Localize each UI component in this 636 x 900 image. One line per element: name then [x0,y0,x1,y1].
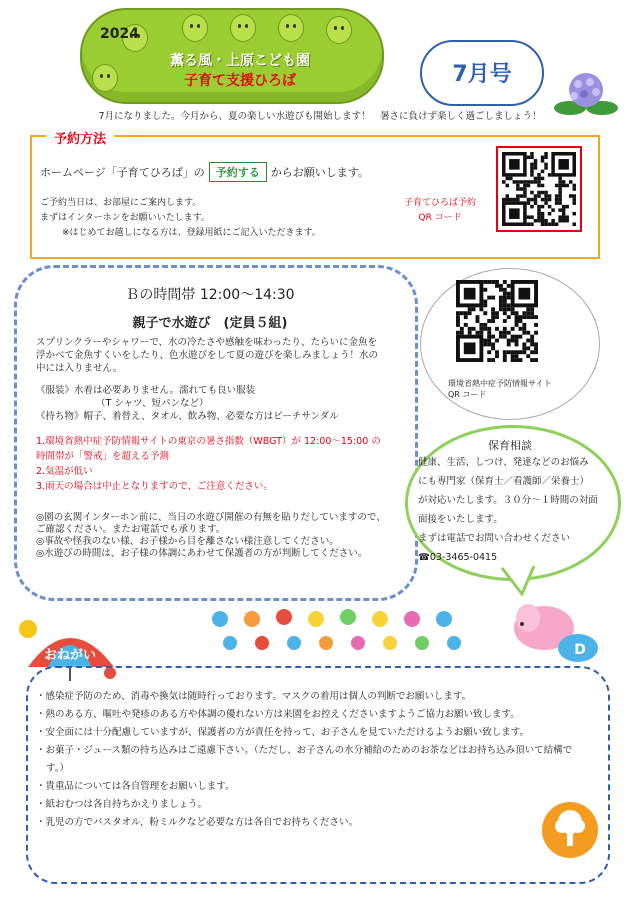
session-warnings [36,434,386,494]
pea-character-icon [278,14,304,42]
reservation-note-2: まずはインターホンをお願いいたします。 [40,213,210,223]
page-subtitle: 子育て支援ひろば [184,73,296,89]
consultation-title: 保育相談 [488,439,532,452]
pea-character-icon [92,64,118,92]
list-item: ・熱のある方、嘔吐や発疹のある方や体調の優れない方は来園をお控えくださいますようご協力お願い致します。 [36,709,520,720]
list-item: ・紙おむつは各自持ちかえりましょう。 [36,799,208,810]
pea-character-icon [326,16,352,44]
warning-item: 3.雨天の場合は中止となりますので、ご注意ください。 [36,481,273,492]
session-clothes-example: （T シャツ、短パンなど） [96,398,209,409]
reservation-note-1: ご予約当日は、お部屋にご案内します。 [40,198,202,208]
heat-qr-label-2: QR コード [448,390,487,399]
heat-qr-label-1: 環境省熱中症予防情報サイト [448,379,552,388]
session-note: ◎園の玄関インターホン前に、当日の水遊び開催の有無を貼りだしていますので、ご確認ください。またお電話でも承ります。 [36,512,386,535]
session-belongings [36,384,386,423]
session-notes [36,512,386,560]
consultation-text: 健康、生活、しつけ、発達などのお悩みにも専門家（保育士／看護師／栄養士）が対応いたします。３０分～１時間の対面面接をいたします。 [418,457,598,525]
pea-character-icon [182,14,208,42]
list-item: ・貴重品については各自管理をお願いします。 [36,781,235,792]
onegai-title: おねがい [43,648,97,663]
reservation-qr-frame [496,146,582,232]
heat-qr-label [448,378,598,400]
session-title: 親子で水遊び (定員５組) [132,316,288,331]
warning-item: 1.環境省熱中症予防情報サイトの東京の暑さ指数（WBGT）が 12:00～15:00 の時間帯が「警戒」を超える予測 [36,436,381,462]
consultation-body [418,453,598,567]
session-items: 《持ち物》帽子、着替え、タオル、飲み物、必要な方はビーチサンダル [36,411,339,422]
pea-character-icon [230,14,256,42]
requests-list [36,688,584,832]
bubble-tail-icon [500,566,540,596]
summer-toys-decoration [200,605,480,655]
list-item: ・乳児の方でバスタオル、粉ミルクなど必要な方は各自でお持ちください。 [36,817,359,828]
page-title: 薫る風・上原こども園 [170,53,310,69]
session-description: スプリンクラーやシャワーで、水の冷たさや感触を味わったり、たらいに金魚を浮かべて金魚すくいをしたり、色水遊びをして夏の遊びを楽しみましょう！水の中には入りません。 [36,337,379,374]
reservation-text-before: ホームページ「子育てひろば」の [40,166,205,179]
reservation-qr-label-1: 子育てひろば予約 [403,198,476,208]
session-time: Ｂの時間帯 12:00～14:30 [125,287,295,303]
heat-qr-code[interactable] [456,280,538,362]
list-item: ・お菓子・ジュース類の持ち込みはご遠慮下さい。（ただし、お子さんの水分補給のためのお茶などはお持ち込み頂いて結構です。） [36,745,573,774]
svg-text:D: D [574,642,586,658]
reservation-instruction [40,162,369,182]
reservation-title: 予約方法 [46,128,114,147]
school-logo-icon [540,800,600,860]
reservation-text-after: からお願いします。 [270,166,369,179]
consultation-contact: まずは電話でお問い合わせください [418,533,571,544]
consultation-phone[interactable]: ☎03-3465-0415 [418,552,498,563]
issue-label: 7月号 [452,62,512,87]
reservation-qr-label [395,196,485,226]
reservation-note-3: ※はじめてお越しになる方は、登録用紙にご記入いただきます。 [62,228,321,238]
list-item: ・感染症予防のため、消毒や換気は随時行っております。マスクの着用は個人の判断でお願いします。 [36,691,472,702]
elephant-icon [506,596,602,666]
session-clothes: 《服装》水着は必要ありません。濡れても良い服装 [36,385,256,396]
list-item: ・安全面には十分配慮していますが、保護者の方が責任を持って、お子さんを見ていただけるようお願い致します。 [36,727,530,738]
year-label: 2024 [100,26,139,42]
intro-text: 7月になりました。今月から、夏の楽しい水遊びも開始します！ 暑さに負けず楽しく過ごしましょう！ [98,111,542,122]
reservation-qr-code[interactable] [502,152,576,226]
session-note: ◎水遊びの時間は、お子様の体調にあわせて保護者の方が判断してください。 [36,548,368,559]
reserve-button[interactable]: 予約する [209,162,267,182]
reservation-qr-label-2: QR コード [418,213,462,223]
session-note: ◎事故や怪我のない様、お子様から目を離さない様注意してください。 [36,536,339,547]
warning-item: 2.気温が低い [36,466,93,477]
